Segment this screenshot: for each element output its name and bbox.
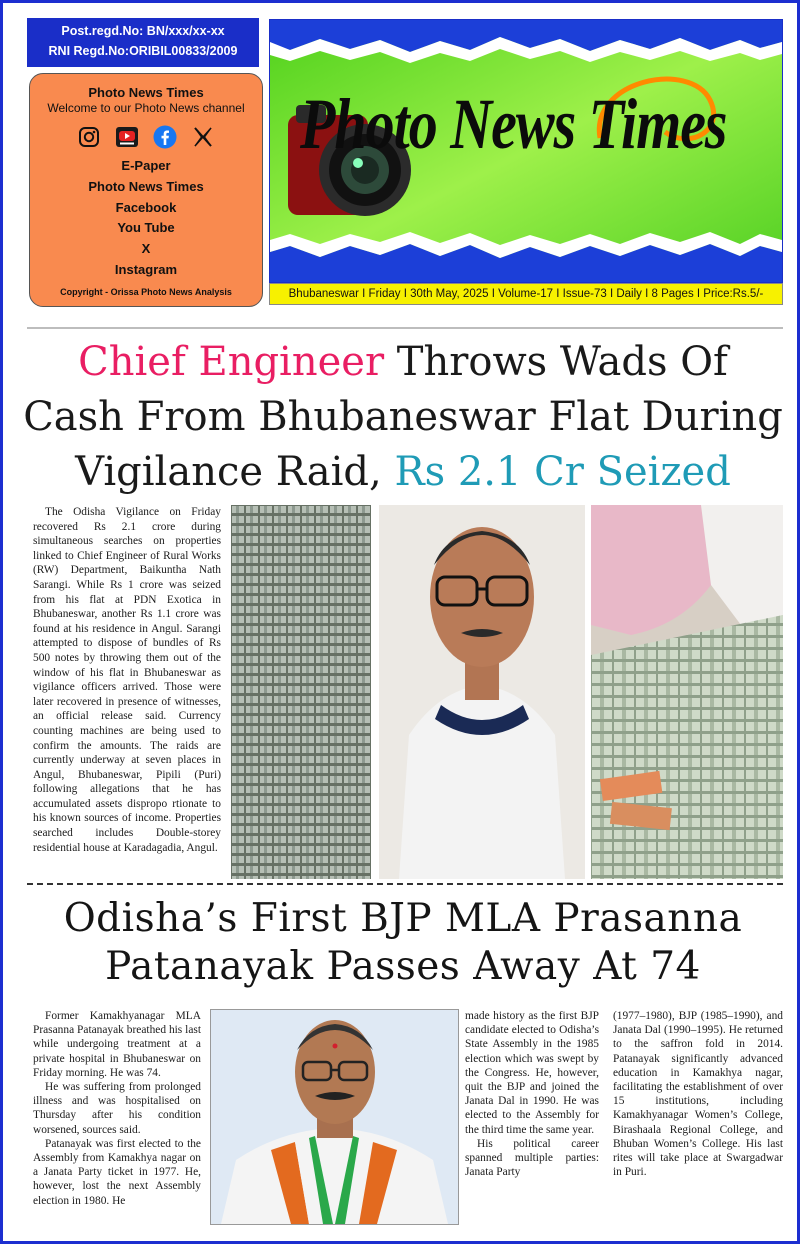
photo-cash-bundles (231, 505, 371, 879)
headline-1 (23, 335, 783, 500)
story-2-column-2 (465, 1009, 599, 1179)
story-2-paragraph: (1977–1980), BJP (1985–1990), and Janata Dal (1990–1995). He returned to the saffron fold in 2014. Patanayak significantly advanced education in Kamakhya nagar, facilitating the establishment of over 15 institutions, including Kamakhyanagar Women’s College, Birashaala Regional College, and Bhuban Women’s College. His last rites will take place at Swargadwar in Puri. (613, 1010, 783, 1179)
masthead (269, 19, 783, 283)
social-icon-row (30, 124, 262, 150)
youtube-icon[interactable] (115, 125, 139, 149)
headline-2: Odisha’s First BJP MLA Prasanna Patanayak Passes Away At 74 (63, 896, 743, 989)
panel-title: Photo News Times (88, 85, 204, 100)
link-youtube[interactable]: You Tube (117, 220, 175, 236)
story-2-paragraph: made history as the first BJP candidate elected to Odisha’s State Assembly in the 1985 election which was swept by the Congress. He, however, quit the BJP and joined the Janata Dal in 1990. He was elected to the Assembly for the third time the same year. (465, 1010, 599, 1136)
story-2-paragraph: His political career spanned multiple parties: Janata Party (465, 1137, 599, 1179)
story-2-paragraph: Patanayak was first elected to the Assembly from Kamakhya nagar on a Janata Party ticket in 1977. He, however, lost the next Assembly election in 1980. He (33, 1137, 201, 1207)
headline-1-amount: Rs 2.1 Cr Seized (394, 449, 731, 495)
copyright-text: Copyright - Orissa Photo News Analysis (60, 286, 232, 297)
rni-regd-number: RNI Regd.No:ORIBIL00833/2009 (48, 44, 238, 58)
story-1-body: The Odisha Vigilance on Friday recovered Rs 2.1 crore during simultaneous searches on properties linked to Chief Engineer of Rural Works (RW) Department, Baikuntha Nath Sarangi. While Rs 1 crore was seized from his flat at PDN Exotica in Bhubaneswar, another Rs 1.1 crore was found at his residence in Angul. Sarangi attempted to dispose of bundles of Rs 500 notes by throwing them out of the window of his flat in Bhubaneswar as vigilance officers arrived. Those were later recovered in presence of witnesses, an official release said. Currency counting machines are being used to confirm the amounts. The raids are currently underway at seven places in Angul, Bhubaneswar, Pipili (Puri) following allegations that he has accumulated assets dispropo rtionate to his known sources of income. Properties searched includes Double-storey residential house at Karadagadia, Angul. (33, 506, 221, 854)
photo-chief-engineer (379, 505, 585, 879)
panel-links (30, 156, 262, 281)
headline-1-highlight: Chief Engineer (78, 339, 385, 385)
registration-box (27, 18, 259, 67)
headline-1-main: Throws Wads Of Cash From Bhubaneswar Flat During Vigilance Raid, (23, 339, 783, 495)
story-2-column-1 (33, 1009, 201, 1208)
masthead-title: Photo News Times (300, 82, 727, 165)
divider (27, 327, 783, 329)
link-x[interactable]: X (141, 241, 151, 257)
section-divider (27, 883, 783, 885)
x-icon[interactable] (191, 125, 215, 149)
instagram-icon[interactable] (77, 125, 101, 149)
social-panel (29, 73, 263, 307)
story-2-paragraph: He was suffering from prolonged illness and was hospitalised on Thursday after his condition worsened, sources said. (33, 1081, 201, 1136)
link-facebook[interactable]: Facebook (115, 199, 177, 215)
photo-prasanna-patanayak (210, 1009, 459, 1225)
link-photo-news-times[interactable]: Photo News Times (88, 178, 204, 194)
link-epaper[interactable]: E-Paper (121, 158, 171, 173)
link-instagram[interactable]: Instagram (114, 261, 178, 277)
story-2-paragraph: Former Kamakhyanagar MLA Prasanna Patanayak breathed his last while undergoing treatment at a private hospital in Bhubaneswar on Friday morning. He was 74. (33, 1010, 201, 1079)
panel-welcome: Welcome to our Photo News channel (47, 101, 245, 115)
post-regd-number: Post.regd.No: BN/xxx/xx-xx (61, 24, 225, 38)
photo-seized-cash (591, 505, 783, 879)
facebook-icon[interactable] (153, 125, 177, 149)
dateline: Bhubaneswar I Friday I 30th May, 2025 I Volume-17 I Issue-73 I Daily I 8 Pages I Price:Rs.5/- (269, 283, 783, 305)
story-2-column-3 (613, 1009, 783, 1179)
